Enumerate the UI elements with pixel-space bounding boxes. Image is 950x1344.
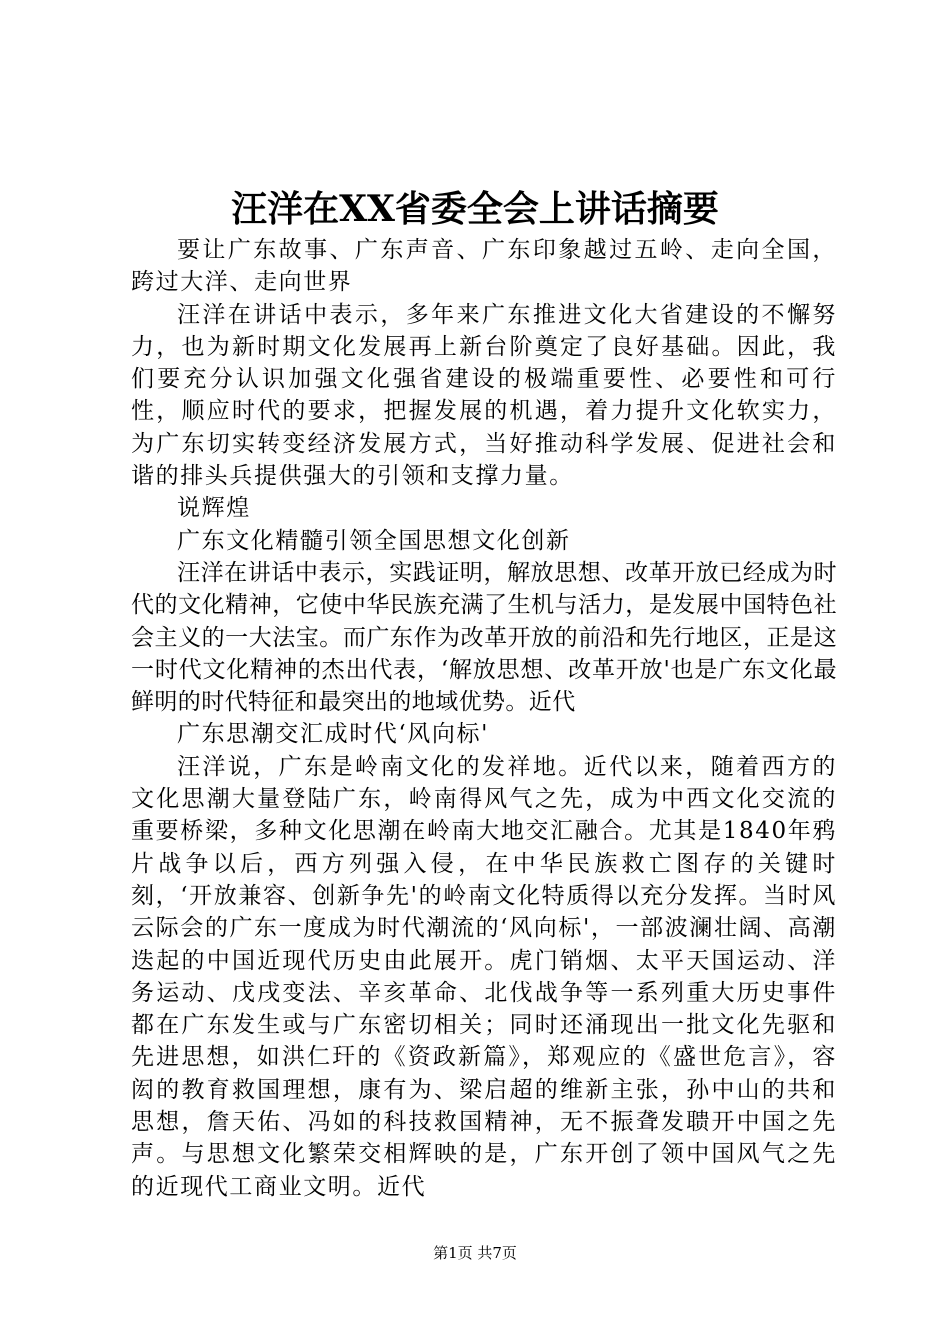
section-subheading-essence: 广东文化精髓引领全国思想文化创新: [177, 527, 571, 554]
paragraph-culture-province: 汪洋在讲话中表示，多年来广东推进文化大省建设的不懈努力，也为新时期文化发展再上新台阶奠定了良好基础。因此，我们要充分认识加强文化强省建设的极端重要性、必要性和可行性，顺应时代的要求，把握发展的机遇，着力提升文化软实力，为广东切实转变经济发展方式，当好推动科学发展、促进社会和谐的排头兵提供强大的引领和支撑力量。: [131, 301, 837, 490]
paragraph-lead: 要让广东故事、广东声音、广东印象越过五岭、走向全国，跨过大洋、走向世界: [131, 237, 837, 296]
paragraph-lingnan-culture: 汪洋说，广东是岭南文化的发祥地。近代以来，随着西方的文化思潮大量登陆广东，岭南得风气之先，成为中西文化交流的重要桥梁，多种文化思潮在岭南大地交汇融合。尤其是1840年鸦片战争以后，西方列强入侵，在中华民族救亡图存的关键时刻，‘开放兼容、创新争先'的岭南文化特质得以充分发挥。当时风云际会的广东一度成为时代潮流的‘风向标'，一部波澜壮阔、高潮迭起的中国近现代历史由此展开。虎门销烟、太平天国运动、洋务运动、戊戌变法、辛亥革命、北伐战争等一系列重大历史事件都在广东发生或与广东密切相关；同时还涌现出一批文化先驱和先进思想，如洪仁玕的《资政新篇》，郑观应的《盛世危言》，容闳的教育救国理想，康有为、梁启超的维新主张，孙中山的共和思想，詹天佑、冯如的科技救国精神，无不振聋发聩开中国之先声。与思想文化繁荣交相辉映的是，广东开创了领中国风气之先的近现代工商业文明。近代: [131, 753, 837, 1200]
section-heading-glory: 说辉煌: [177, 495, 251, 522]
document-body: [131, 234, 837, 1203]
section-subheading-trend: 广东思潮交汇成时代‘风向标': [177, 721, 490, 748]
paragraph-reform-spirit: 汪洋在讲话中表示，实践证明，解放思想、改革开放已经成为时代的文化精神，它使中华民族充满了生机与活力，是发展中国特色社会主义的一大法宝。而广东作为改革开放的前沿和先行地区，正是这一时代文化精神的杰出代表，‘解放思想、改革开放'也是广东文化最鲜明的时代特征和最突出的地域优势。近代: [131, 559, 837, 716]
page-number-footer: 第1页 共7页: [433, 1244, 517, 1262]
document-title: 汪洋在XX省委全会上讲话摘要: [231, 188, 719, 230]
